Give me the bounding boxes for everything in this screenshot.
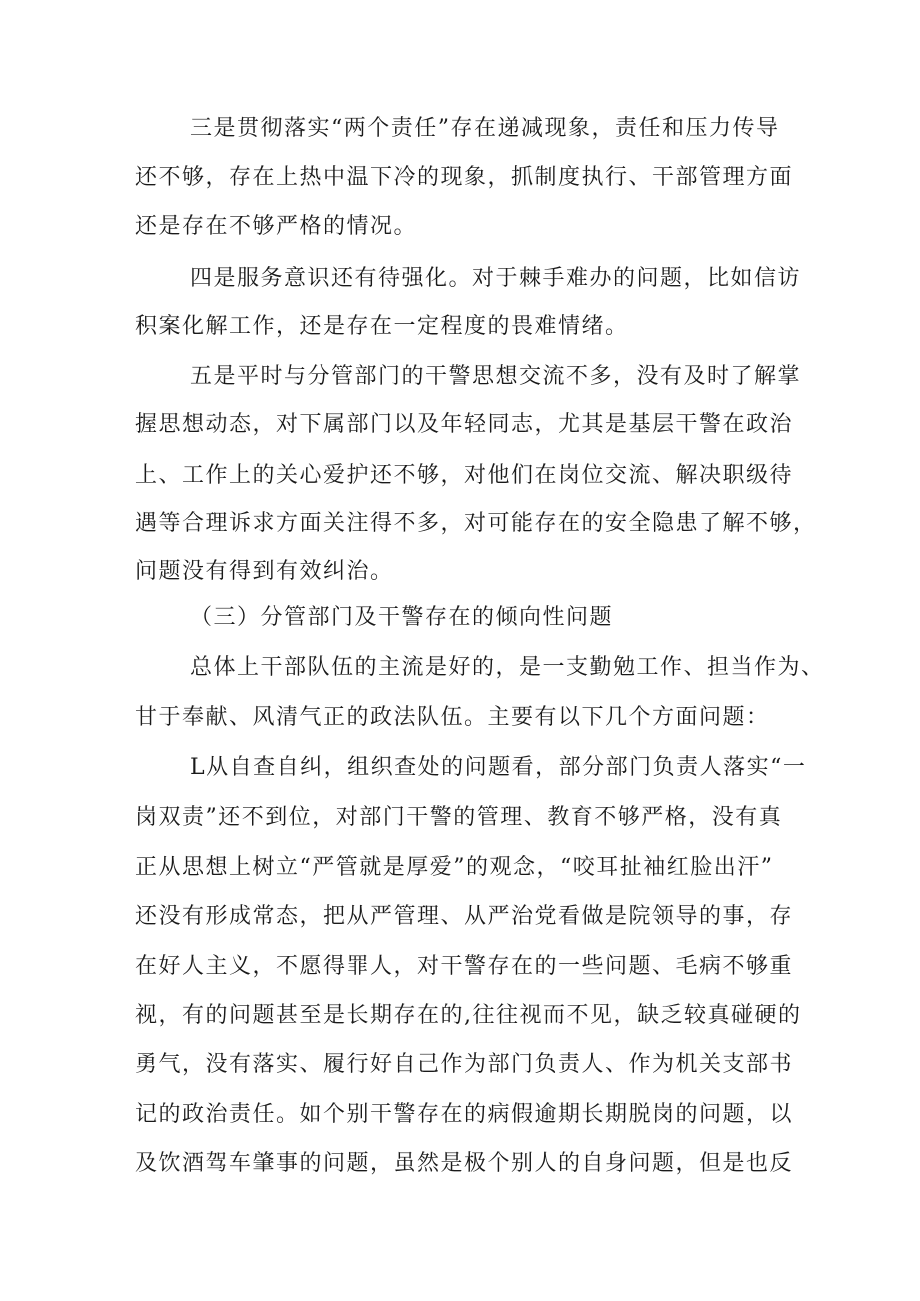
text-line-20: 勇气，没有落实、履行好自己作为部门负责人、作为机关支部书 — [135, 1052, 794, 1077]
text-line-2: 还不够，存在上热中温下冷的现象，抓制度执行、干部管理方面 — [135, 165, 794, 190]
text-line-3: 还是存在不够严格的情况。 — [135, 214, 418, 239]
text-line-14: L从自查自纠，组织查处的问题看，部分部门负责人落实“一 — [190, 755, 807, 780]
text-line-4: 四是服务意识还有待强化。对于棘手难办的问题，比如信访 — [190, 266, 802, 291]
text-line-19: 视，有的问题甚至是长期存在的,往往视而不见，缺乏较真碰硬的 — [135, 1003, 802, 1028]
text-line-17: 还没有形成常态，把从严管理、从严治党看做是院领导的事，存 — [135, 904, 794, 929]
text-line-7: 握思想动态，对下属部门以及年轻同志，尤其是基层干警在政治 — [135, 412, 794, 437]
text-line-22: 及饮酒驾车肇事的问题，虽然是极个别人的自身问题，但是也反 — [135, 1151, 794, 1176]
text-line-15: 岗双责”还不到位，对部门干警的管理、教育不够严格，没有真 — [135, 805, 783, 830]
text-line-10: 问题没有得到有效纠治。 — [135, 559, 394, 584]
text-line-8: 上、工作上的关心爱护还不够，对他们在岗位交流、解决职级待 — [135, 463, 794, 488]
text-line-6: 五是平时与分管部门的干警思想交流不多，没有及时了解掌 — [190, 364, 802, 389]
text-line-13: 甘于奉献、风清气正的政法队伍。主要有以下几个方面问题： — [135, 705, 770, 730]
text-line-1: 三是贯彻落实“两个责任”存在递减现象，责任和压力传导 — [190, 116, 780, 141]
text-line-16: 正从思想上树立“严管就是厚爱”的观念，“咬耳扯袖红脸出汗” — [135, 855, 774, 880]
text-line-18: 在好人主义，不愿得罪人，对干警存在的一些问题、毛病不够重 — [135, 954, 794, 979]
text-line-21: 记的政治责任。如个别干警存在的病假逾期长期脱岗的问题，以 — [135, 1102, 794, 1127]
text-line-9: 遇等合理诉求方面关注得不多，对可能存在的安全隐患了解不够， — [135, 511, 817, 536]
text-line-5: 积案化解工作，还是存在一定程度的畏难情绪。 — [135, 314, 629, 339]
section-heading: （三）分管部门及干警存在的倾向性问题 — [190, 605, 614, 630]
text-line-12: 总体上干部队伍的主流是好的，是一支勤勉工作、担当作为、 — [190, 655, 825, 680]
